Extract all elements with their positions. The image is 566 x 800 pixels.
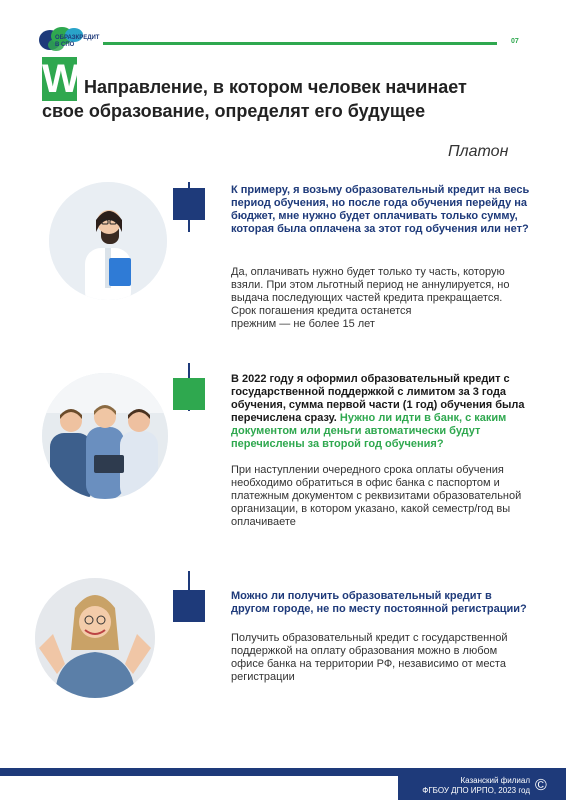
page-title-line2: свое образование, определят его будущее [42, 101, 426, 121]
smiling-woman-photo [35, 578, 155, 698]
question-2 [231, 373, 531, 451]
header-rule [103, 42, 497, 45]
footer-line2: ФГБОУ ДПО ИРПО, 2023 год [422, 786, 530, 795]
block2-marker-square [173, 378, 205, 410]
block3-marker-square [173, 590, 205, 622]
students-group-photo [42, 373, 168, 499]
question-2-part1: В 2022 году я оформил образовательный кредит с государственной поддержкой с лимитом за 3 года обучения, сумма первой части (1 год) обучения была перечислена сразу. [231, 373, 525, 424]
question-2-part2: Нужно ли идти в банк, с каким документом или деньги автоматически будут перечислены за второй год обучения? [231, 412, 507, 450]
answer-1-text: Да, оплачивать нужно будет только ту часть, которую взяли. При этом льготный период не аннулируется, но выдача последующих частей кредита прекращается. Срок погашения кредита останется прежним — не более 15 лет [231, 266, 510, 330]
answer-1 [231, 266, 531, 331]
footer-text [400, 776, 530, 796]
footer-bar [0, 768, 566, 776]
question-1: К примеру, я возьму образовательный кредит на весь период обучения, но после года обучения перейду на бюджет, мне нужно будет оплачивать только сумму, которая была оплачена за этот год обучения или нет? [231, 184, 530, 235]
copyright-icon: © [535, 777, 547, 794]
block1-marker-square [173, 188, 205, 220]
page-title-line1: Направление, в котором человек начинает [84, 77, 467, 97]
logo-text: ОБРАЗКРЕДИТ В СПО [55, 35, 100, 48]
quote-author: Платон [448, 143, 509, 160]
answer-3: Получить образовательный кредит с государственной поддержкой на оплату образования можно в любом офисе банка на территории РФ, независимо от места регистрации [231, 632, 508, 683]
page-number: 07 [511, 38, 519, 45]
question-3: Можно ли получить образовательный кредит в другом городе, не по месту постоянной регистрации? [231, 590, 527, 615]
drop-cap: W [42, 57, 80, 101]
answer-2: При наступлении очередного срока оплаты обучения необходимо обратиться в офис банка с паспортом и платежным документом с реквизитами образовательной организации, в котором указано, какой семестр/год вы оплачиваете [231, 464, 522, 528]
student-girl-photo [49, 182, 167, 300]
footer-line1: Казанский филиал [460, 776, 530, 785]
